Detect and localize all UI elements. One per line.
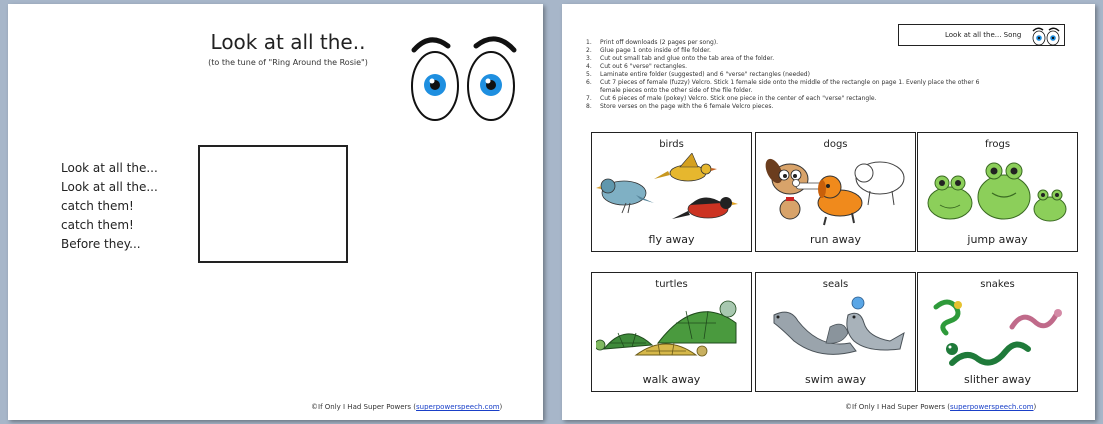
song-title: Look at all the.. — [210, 30, 366, 54]
instruction-item — [586, 63, 986, 71]
card-action: slither away — [964, 373, 1031, 386]
tab-label-text: Look at all the... Song — [945, 31, 1022, 39]
instruction-number: 8. — [586, 103, 592, 110]
instructions-list — [586, 39, 986, 111]
instruction-item — [586, 47, 986, 55]
card-label: frogs — [984, 139, 1011, 150]
instruction-number: 2. — [586, 47, 592, 54]
dogs-illustration-icon — [760, 153, 911, 227]
footer-link[interactable]: superpowerspeech.com — [416, 403, 500, 411]
instruction-number: 7. — [586, 95, 592, 102]
verse-placeholder-box — [198, 145, 348, 263]
seals-illustration-icon — [760, 293, 911, 367]
instruction-text: Glue page 1 onto inside of file folder. — [600, 47, 711, 54]
instruction-number: 4. — [586, 63, 592, 70]
footer-link[interactable]: superpowerspeech.com — [950, 403, 1034, 411]
instruction-number: 1. — [586, 39, 592, 46]
footer-text: ©If Only I Had Super Powers ( — [845, 403, 951, 411]
verse-card-turtles[interactable] — [591, 272, 752, 392]
footer-text-end: ) — [1033, 403, 1037, 411]
lyric-line: Look at all the... — [61, 161, 158, 175]
card-label: seals — [822, 279, 849, 290]
verse-card-seals[interactable] — [755, 272, 916, 392]
cartoon-eyes-icon — [408, 30, 520, 126]
verse-card-birds[interactable] — [591, 132, 752, 252]
instruction-item — [586, 95, 986, 103]
turtles-illustration-icon — [596, 293, 747, 367]
footer-text: ©If Only I Had Super Powers ( — [311, 403, 417, 411]
card-label: dogs — [823, 139, 848, 150]
instruction-number: 3. — [586, 55, 592, 62]
small-eyes-icon — [1031, 26, 1061, 46]
instruction-text: Cut out 6 "verse" rectangles. — [600, 63, 688, 70]
card-action: swim away — [805, 373, 866, 386]
verse-card-snakes[interactable] — [917, 272, 1078, 392]
instruction-number: 6. — [586, 79, 592, 86]
card-action: walk away — [642, 373, 701, 386]
instruction-item — [586, 55, 986, 63]
frogs-illustration-icon — [922, 153, 1073, 227]
instruction-text: Cut 7 pieces of female (fuzzy) Velcro. Stick 1 female side onto the middle of the rectangle on page 1. Evenly place the other 6 female pieces onto the other side of the file folder. — [600, 79, 980, 94]
instruction-item — [586, 71, 986, 79]
copyright-footer — [845, 403, 1036, 411]
lyric-line: Before they... — [61, 237, 141, 251]
card-action: fly away — [648, 233, 695, 246]
lyric-line: Look at all the... — [61, 180, 158, 194]
card-action: run away — [810, 233, 861, 246]
folder-tab-label — [898, 24, 1065, 46]
copyright-footer — [311, 403, 502, 411]
lyrics-block — [61, 159, 158, 254]
birds-illustration-icon — [596, 153, 747, 227]
instruction-item — [586, 79, 986, 95]
lyric-line: catch them! — [61, 218, 134, 232]
instruction-text: Cut 6 pieces of male (pokey) Velcro. Stick one piece in the center of each "verse" rectangle. — [600, 95, 877, 102]
instruction-number: 5. — [586, 71, 592, 78]
instruction-text: Laminate entire folder (suggested) and 6 "verse" rectangles (needed) — [600, 71, 810, 78]
snakes-illustration-icon — [922, 293, 1073, 367]
footer-text-end: ) — [499, 403, 503, 411]
verse-card-frogs[interactable] — [917, 132, 1078, 252]
card-label: birds — [659, 139, 684, 150]
instruction-text: Store verses on the page with the 6 female Velcro pieces. — [600, 103, 774, 110]
card-label: snakes — [980, 279, 1015, 290]
folder-page-2 — [562, 4, 1095, 420]
instruction-text: Print off downloads (2 pages per song). — [600, 39, 719, 46]
folder-page-1 — [8, 4, 543, 420]
card-action: jump away — [967, 233, 1028, 246]
instruction-item — [586, 103, 986, 111]
instruction-text: Cut out small tab and glue onto the tab area of the folder. — [600, 55, 775, 62]
lyric-line: catch them! — [61, 199, 134, 213]
song-subtitle: (to the tune of "Ring Around the Rosie") — [208, 58, 368, 67]
card-label: turtles — [655, 279, 688, 290]
verse-card-dogs[interactable] — [755, 132, 916, 252]
